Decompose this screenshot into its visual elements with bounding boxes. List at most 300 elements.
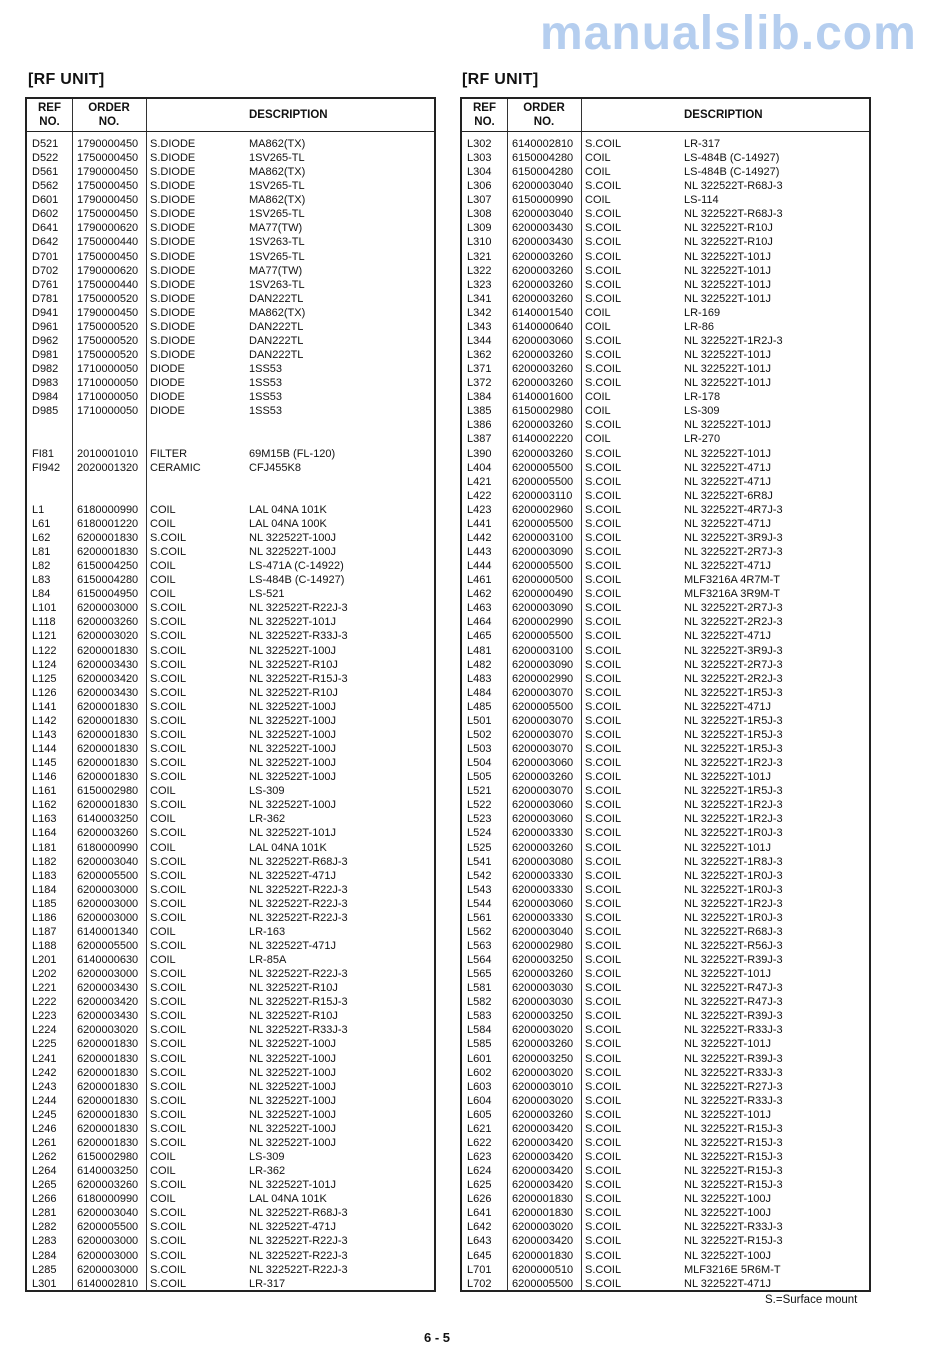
ref-no: L306 <box>467 180 492 193</box>
table-row <box>462 869 869 883</box>
order-no: 6200001830 <box>77 757 139 770</box>
ref-no: L482 <box>467 658 492 671</box>
table-row <box>462 953 869 967</box>
order-no: 6200001830 <box>77 771 139 784</box>
table-row <box>462 348 869 362</box>
order-no: 1750000440 <box>77 236 139 249</box>
part-description: NL 322522T-471J <box>684 630 772 643</box>
part-type: S.COIL <box>585 489 622 502</box>
table-row <box>27 1220 434 1234</box>
part-type: S.COIL <box>150 1136 187 1149</box>
order-no: 6200003430 <box>77 658 139 671</box>
table-row <box>462 278 869 292</box>
ref-no: L563 <box>467 939 492 952</box>
part-type: S.COIL <box>150 1249 187 1262</box>
table-row <box>27 925 434 939</box>
order-no: 6200003260 <box>77 827 139 840</box>
part-type: S.COIL <box>585 180 622 193</box>
part-description: NL 322522T-100J <box>249 799 337 812</box>
ref-no: L422 <box>467 489 492 502</box>
table-row <box>27 1080 434 1094</box>
ref-no: L362 <box>467 349 492 362</box>
part-description: NL 322522T-R68J-3 <box>684 925 783 938</box>
order-no: 6180001220 <box>77 517 139 530</box>
ref-no: L461 <box>467 574 492 587</box>
table-row <box>27 601 434 615</box>
ref-no: L384 <box>467 391 492 404</box>
order-no: 1750000450 <box>77 152 139 165</box>
table-row <box>462 179 869 193</box>
table-row <box>462 264 869 278</box>
ref-no: L83 <box>32 574 51 587</box>
table-row <box>462 756 869 770</box>
order-no: 1790000450 <box>77 166 139 179</box>
part-type: S.COIL <box>585 461 622 474</box>
ref-no: L481 <box>467 644 492 657</box>
ref-no: L126 <box>32 686 57 699</box>
part-description: NL 322522T-100J <box>684 1193 772 1206</box>
part-description: LS-484B (C-14927) <box>249 574 345 587</box>
table-row <box>27 362 434 376</box>
part-description: NL 322522T-101J <box>684 447 772 460</box>
part-description: NL 322522T-R56J-3 <box>684 939 783 952</box>
part-type: S.COIL <box>150 1179 187 1192</box>
part-description: 1SV265-TL <box>249 152 305 165</box>
part-description: NL 322522T-R33J-3 <box>249 630 348 643</box>
part-type: S.COIL <box>585 1080 622 1093</box>
ref-no: L701 <box>467 1263 492 1276</box>
table-row <box>27 953 434 967</box>
order-no: 6200001830 <box>77 700 139 713</box>
ref-no: L390 <box>467 447 492 460</box>
part-description: 1SV265-TL <box>249 208 305 221</box>
part-type: COIL <box>150 517 176 530</box>
part-description: NL 322522T-101J <box>684 250 772 263</box>
ref-no: L285 <box>32 1263 57 1276</box>
order-no: 6200003020 <box>512 1221 574 1234</box>
part-type: S.COIL <box>585 841 622 854</box>
table-row <box>462 376 869 390</box>
order-no: 6200001830 <box>77 714 139 727</box>
ref-no: L463 <box>467 602 492 615</box>
part-description: NL 322522T-1R0J-3 <box>684 911 783 924</box>
ref-no: L186 <box>32 911 57 924</box>
right-section-title: [RF UNIT] <box>462 71 539 88</box>
part-description: NL 322522T-R33J-3 <box>249 1024 348 1037</box>
table-row <box>27 207 434 221</box>
table-row <box>462 1220 869 1234</box>
part-description: NL 322522T-101J <box>684 292 772 305</box>
ref-no: L541 <box>467 855 492 868</box>
part-description: NL 322522T-101J <box>249 616 337 629</box>
ref-no: D641 <box>32 222 59 235</box>
order-no: 6200003260 <box>512 278 574 291</box>
header-divider <box>462 131 869 132</box>
part-description: LS-309 <box>684 405 720 418</box>
ref-no: D961 <box>32 320 59 333</box>
table-row <box>462 221 869 235</box>
part-type: S.DIODE <box>150 306 196 319</box>
order-no: 6200002980 <box>512 939 574 952</box>
header-ref-no: REF NO. <box>38 102 61 128</box>
part-description: NL 322522T-101J <box>684 1108 772 1121</box>
part-type: S.DIODE <box>150 320 196 333</box>
ref-no: L241 <box>32 1052 57 1065</box>
ref-no: D562 <box>32 180 59 193</box>
order-no: 1750000520 <box>77 334 139 347</box>
part-description: NL 322522T-471J <box>684 700 772 713</box>
order-no: 1750000450 <box>77 250 139 263</box>
ref-no: L245 <box>32 1108 57 1121</box>
part-type: S.DIODE <box>150 292 196 305</box>
part-type: S.COIL <box>150 1235 187 1248</box>
part-type: S.COIL <box>150 630 187 643</box>
order-no: 6200003420 <box>512 1179 574 1192</box>
table-row <box>27 404 434 418</box>
ref-no: L284 <box>32 1249 57 1262</box>
ref-no: L484 <box>467 686 492 699</box>
part-description: NL 322522T-R33J-3 <box>684 1094 783 1107</box>
order-no: 6140001340 <box>77 925 139 938</box>
part-description: NL 322522T-471J <box>684 475 772 488</box>
ref-no: L524 <box>467 827 492 840</box>
ref-no: L202 <box>32 968 57 981</box>
ref-no: L308 <box>467 208 492 221</box>
part-type: S.COIL <box>585 1024 622 1037</box>
header-ref-no: REF NO. <box>473 102 496 128</box>
order-no: 6200003070 <box>512 785 574 798</box>
part-type: S.COIL <box>150 1010 187 1023</box>
part-type: S.COIL <box>585 1193 622 1206</box>
part-description: NL 322522T-3R9J-3 <box>684 644 783 657</box>
part-type: S.COIL <box>150 855 187 868</box>
ref-no: L441 <box>467 517 492 530</box>
ref-no: D521 <box>32 138 59 150</box>
part-type: COIL <box>585 320 611 333</box>
order-no: 1750000520 <box>77 320 139 333</box>
table-row <box>462 1164 869 1178</box>
order-no: 6200003000 <box>77 911 139 924</box>
ref-no: L485 <box>467 700 492 713</box>
order-no: 6140002810 <box>512 138 574 150</box>
part-type: S.COIL <box>585 785 622 798</box>
part-type: COIL <box>150 841 176 854</box>
order-no: 6200003060 <box>512 757 574 770</box>
part-type: S.COIL <box>150 672 187 685</box>
table-row <box>27 1263 434 1277</box>
table-row <box>462 1277 869 1291</box>
ref-no: L503 <box>467 743 492 755</box>
order-no: 6200003100 <box>512 531 574 544</box>
part-description: NL 322522T-471J <box>684 560 772 573</box>
order-no: 6200003060 <box>512 813 574 826</box>
ref-no: L465 <box>467 630 492 643</box>
part-type: S.COIL <box>585 250 622 263</box>
part-description: NL 322522T-1R0J-3 <box>684 883 783 896</box>
ref-no: L84 <box>32 588 51 601</box>
part-type: S.COIL <box>585 911 622 924</box>
table-row <box>462 250 869 264</box>
part-description: DAN222TL <box>249 349 304 362</box>
part-description: NL 322522T-1R5J-3 <box>684 728 783 741</box>
part-description: NL 322522T-101J <box>684 841 772 854</box>
part-type: S.COIL <box>585 1165 622 1178</box>
header-description: DESCRIPTION <box>249 109 328 121</box>
part-description: NL 322522T-1R2J-3 <box>684 757 783 770</box>
table-row <box>462 1192 869 1206</box>
table-row <box>27 1023 434 1037</box>
table-row <box>27 812 434 826</box>
table-row <box>462 1066 869 1080</box>
part-description: NL 322522T-101J <box>684 349 772 362</box>
table-row <box>27 447 434 461</box>
part-description: MA862(TX) <box>249 306 306 319</box>
order-no: 6200003040 <box>512 208 574 221</box>
table-row <box>462 1009 869 1023</box>
order-no: 6200003260 <box>512 264 574 277</box>
part-type: S.COIL <box>585 1221 622 1234</box>
order-no: 6150002980 <box>77 785 139 798</box>
order-no: 6200003070 <box>512 714 574 727</box>
table-row <box>462 911 869 925</box>
part-description: LR-178 <box>684 391 721 404</box>
ref-no: L443 <box>467 546 492 559</box>
part-type: S.COIL <box>150 1207 187 1220</box>
part-description: NL 322522T-100J <box>249 757 337 770</box>
part-description: NL 322522T-471J <box>249 1221 337 1234</box>
part-description: NL 322522T-R15J-3 <box>684 1165 783 1178</box>
order-no: 6140001540 <box>512 306 574 319</box>
part-description: NL 322522T-R33J-3 <box>684 1221 783 1234</box>
ref-no: L623 <box>467 1151 492 1164</box>
ref-no: L444 <box>467 560 492 573</box>
order-no: 6200003330 <box>512 869 574 882</box>
part-description: NL 322522T-100J <box>249 1108 337 1121</box>
table-row <box>27 221 434 235</box>
part-description: NL 322522T-R22J-3 <box>249 911 348 924</box>
order-no: 6200005500 <box>512 630 574 643</box>
part-description: NL 322522T-R15J-3 <box>249 996 348 1009</box>
part-type: S.COIL <box>585 349 622 362</box>
order-no: 6200003260 <box>512 250 574 263</box>
table-row <box>27 1249 434 1263</box>
table-row <box>27 264 434 278</box>
part-description: NL 322522T-R68J-3 <box>249 855 348 868</box>
part-description: NL 322522T-2R7J-3 <box>684 658 783 671</box>
order-no: 6200001830 <box>77 743 139 755</box>
part-description: NL 322522T-100J <box>249 1038 337 1051</box>
order-no: 1750000440 <box>77 278 139 291</box>
ref-no: L161 <box>32 785 57 798</box>
part-description: LR-317 <box>249 1277 286 1290</box>
part-type: DIODE <box>150 377 185 390</box>
part-type: S.DIODE <box>150 208 196 221</box>
order-no: 6200003260 <box>512 363 574 376</box>
order-no: 6200003000 <box>77 1263 139 1276</box>
ref-no: L309 <box>467 222 492 235</box>
table-row <box>27 939 434 953</box>
part-description: NL 322522T-101J <box>684 968 772 981</box>
part-type: S.COIL <box>585 714 622 727</box>
order-no: 1710000050 <box>77 405 139 418</box>
part-type: S.DIODE <box>150 236 196 249</box>
table-row <box>27 1122 434 1136</box>
order-no: 2010001010 <box>77 447 139 460</box>
order-no: 6200003260 <box>512 1108 574 1121</box>
table-row <box>462 841 869 855</box>
order-no: 6200003330 <box>512 883 574 896</box>
ref-no: L521 <box>467 785 492 798</box>
part-type: S.COIL <box>585 546 622 559</box>
part-description: NL 322522T-4R7J-3 <box>684 503 783 516</box>
table-row <box>27 517 434 531</box>
part-description: NL 322522T-R15J-3 <box>684 1179 783 1192</box>
part-type: S.COIL <box>150 1277 187 1290</box>
table-row <box>462 1150 869 1164</box>
order-no: 6180000990 <box>77 503 139 516</box>
ref-no: D602 <box>32 208 59 221</box>
table-row <box>27 714 434 728</box>
ref-no: L442 <box>467 531 492 544</box>
part-type: S.COIL <box>150 982 187 995</box>
header-order-no: ORDER NO. <box>523 102 565 128</box>
table-row <box>462 1136 869 1150</box>
part-type: S.COIL <box>585 1207 622 1220</box>
part-description: NL 322522T-1R5J-3 <box>684 785 783 798</box>
ref-no: L265 <box>32 1179 57 1192</box>
part-type: S.COIL <box>150 869 187 882</box>
order-no: 6200001830 <box>77 644 139 657</box>
part-type: S.COIL <box>585 1235 622 1248</box>
order-no: 6200003330 <box>512 911 574 924</box>
part-description: DAN222TL <box>249 334 304 347</box>
part-description: NL 322522T-R39J-3 <box>684 954 783 967</box>
ref-no: D702 <box>32 264 59 277</box>
ref-no: D984 <box>32 391 59 404</box>
table-row <box>27 151 434 165</box>
part-description: NL 322522T-101J <box>684 419 772 432</box>
ref-no: L124 <box>32 658 57 671</box>
order-no: 6150004280 <box>512 166 574 179</box>
order-no: 6200005500 <box>512 560 574 573</box>
ref-no: L584 <box>467 1024 492 1037</box>
ref-no: L185 <box>32 897 57 910</box>
table-row <box>27 432 434 446</box>
order-no: 6200000490 <box>512 588 574 601</box>
ref-no: L187 <box>32 925 57 938</box>
part-description: NL 322522T-101J <box>684 278 772 291</box>
part-type: S.COIL <box>585 1038 622 1051</box>
part-description: NL 322522T-1R2J-3 <box>684 813 783 826</box>
order-no: 6200003070 <box>512 728 574 741</box>
part-type: COIL <box>150 503 176 516</box>
ref-no: L146 <box>32 771 57 784</box>
part-type: S.COIL <box>585 996 622 1009</box>
ref-no: L641 <box>467 1207 492 1220</box>
table-row <box>462 812 869 826</box>
ref-no: L344 <box>467 334 492 347</box>
table-row <box>462 503 869 517</box>
order-no: 6200003260 <box>512 1038 574 1051</box>
part-type: S.COIL <box>585 897 622 910</box>
part-description: 1SV263-TL <box>249 278 305 291</box>
part-description: MLF3216A 3R9M-T <box>684 588 780 601</box>
part-type: COIL <box>150 1165 176 1178</box>
part-description: LR-85A <box>249 954 287 967</box>
part-type: S.COIL <box>585 616 622 629</box>
ref-no: L323 <box>467 278 492 291</box>
part-description: NL 322522T-R15J-3 <box>684 1235 783 1248</box>
part-description: NL 322522T-2R7J-3 <box>684 546 783 559</box>
ref-no: L281 <box>32 1207 57 1220</box>
part-type: S.COIL <box>150 757 187 770</box>
table-row <box>27 1094 434 1108</box>
order-no: 6150004250 <box>77 560 139 573</box>
ref-no: L224 <box>32 1024 57 1037</box>
part-description: NL 322522T-100J <box>249 644 337 657</box>
ref-no: L564 <box>467 954 492 967</box>
ref-no: L125 <box>32 672 57 685</box>
ref-no: L702 <box>467 1277 492 1290</box>
table-row <box>462 728 869 742</box>
part-description: NL 322522T-100J <box>249 1094 337 1107</box>
ref-no: L164 <box>32 827 57 840</box>
part-type: S.COIL <box>585 475 622 488</box>
order-no: 6200003430 <box>77 686 139 699</box>
part-type: S.COIL <box>150 799 187 812</box>
table-row <box>27 967 434 981</box>
order-no: 1750000520 <box>77 349 139 362</box>
part-description: NL 322522T-101J <box>684 377 772 390</box>
part-description: MA77(TW) <box>249 222 303 235</box>
part-type: S.COIL <box>585 1108 622 1121</box>
part-type: S.DIODE <box>150 250 196 263</box>
part-type: S.COIL <box>150 1221 187 1234</box>
ref-no: L221 <box>32 982 57 995</box>
table-row <box>462 770 869 784</box>
table-row <box>27 334 434 348</box>
part-type: S.COIL <box>585 644 622 657</box>
part-description: MLF3216A 4R7M-T <box>684 574 780 587</box>
part-description: NL 322522T-101J <box>684 264 772 277</box>
part-description: NL 322522T-R15J-3 <box>684 1122 783 1135</box>
ref-no: L404 <box>467 461 492 474</box>
ref-no: L283 <box>32 1235 57 1248</box>
part-type: S.COIL <box>585 208 622 221</box>
part-description: NL 322522T-R22J-3 <box>249 602 348 615</box>
part-description: NL 322522T-471J <box>249 939 337 952</box>
part-type: S.COIL <box>585 138 622 150</box>
part-type: S.COIL <box>585 799 622 812</box>
ref-no: D962 <box>32 334 59 347</box>
table-row <box>27 911 434 925</box>
order-no: 6200003000 <box>77 1249 139 1262</box>
table-row <box>27 390 434 404</box>
ref-no: L522 <box>467 799 492 812</box>
table-row <box>27 376 434 390</box>
ref-no: L61 <box>32 517 51 530</box>
ref-no: L321 <box>467 250 492 263</box>
order-no: 6200005500 <box>512 461 574 474</box>
part-type: DIODE <box>150 391 185 404</box>
table-row <box>27 629 434 643</box>
order-no: 6200003430 <box>77 1010 139 1023</box>
part-description: NL 322522T-R10J <box>684 236 773 249</box>
table-row <box>27 292 434 306</box>
part-description: NL 322522T-R33J-3 <box>684 1024 783 1037</box>
order-no: 6200003110 <box>512 489 573 502</box>
ref-no: L246 <box>32 1122 57 1135</box>
